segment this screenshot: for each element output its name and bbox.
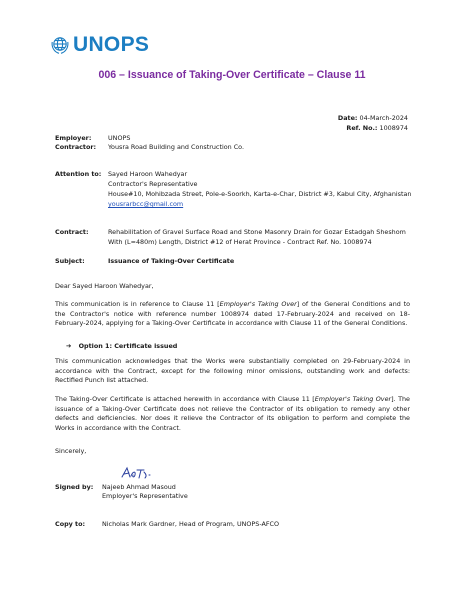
para1-clause-title: Employer's Taking Over xyxy=(219,300,297,308)
attention-address: House#10, Mohibzada Street, Pole-e-Soorkh, Karta-e-Char, District #3, Kabul City, Afghanistan xyxy=(108,190,412,198)
signed-label: Signed by: xyxy=(55,483,94,491)
unops-logo xyxy=(50,33,149,57)
employer-label: Employer: xyxy=(55,134,92,142)
handwritten-signature xyxy=(120,466,156,480)
salutation: Dear Sayed Haroon Wahedyar, xyxy=(55,282,154,290)
employer-value: UNOPS xyxy=(108,134,131,142)
paragraph-acknowledgement: This communication acknowledges that the Works were substantially completed on 29-February-2024 in accordance with the Contract, except for the following minor omissions, outstanding work and defects: Rectified Punch list attached. xyxy=(55,357,410,384)
subject-label: Subject: xyxy=(55,257,85,265)
closing: Sincerely, xyxy=(55,447,87,455)
para3-text-b: ]. The issuance of a Taking-Over Certificate does not relieve the Contractor of its obligation to remedy any other defects and deficiencies. Nor does it relieve the Contractor of its obligation to perform and complete the Works in accordance with the Contract. xyxy=(55,395,410,432)
option-heading xyxy=(66,342,177,351)
subject-value: Issuance of Taking-Over Certificate xyxy=(108,257,235,265)
attention-email-link[interactable]: yousrarbcc@gmail.com xyxy=(108,200,184,208)
date-line xyxy=(338,114,408,123)
document-title: 006 – Issuance of Taking-Over Certificate – Clause 11 xyxy=(98,69,366,81)
contractor-value: Yousra Road Building and Construction Co. xyxy=(108,143,245,151)
date-label: Date: xyxy=(337,114,358,122)
brand-name: UNOPS xyxy=(73,33,150,56)
signer-name: Najeeb Ahmad Masoud xyxy=(102,483,176,491)
arrow-right-icon: ➔ xyxy=(66,342,72,350)
signer-role: Employer's Representative xyxy=(102,492,188,500)
contractor-label: Contractor: xyxy=(55,143,97,151)
ref-value: 1008974 xyxy=(379,124,408,132)
para3-text-a: The Taking-Over Certificate is attached herewith in accordance with Clause 11 [ xyxy=(55,395,315,403)
contract-line-1: Rehabilitation of Gravel Surface Road and Stone Masonry Drain for Gozar Estadgah Sheshom xyxy=(108,228,406,236)
para1-text-b: ] of the General Conditions and to the Contractor's notice with reference number 1008974 dated 17-February-2024 and received on 18-February-2024, applying for a Taking-Over Certificate in accordance with Clause 11 of the General Conditions. xyxy=(55,300,410,327)
copy-label: Copy to: xyxy=(55,520,86,528)
attention-label: Attention to: xyxy=(55,170,102,178)
paragraph-certificate xyxy=(55,395,410,433)
contract-line-2: With (L=480m) Length, District #12 of Herat Province - Contract Ref. No. 1008974 xyxy=(108,238,372,246)
date-value: 04-March-2024 xyxy=(359,114,408,122)
contract-label: Contract: xyxy=(55,228,89,236)
un-globe-icon xyxy=(50,35,70,55)
ref-label: Ref. No.: xyxy=(346,124,378,132)
attention-role: Contractor's Representative xyxy=(108,180,198,188)
ref-line xyxy=(346,124,408,133)
option-text: Option 1: Certificate issued xyxy=(78,342,178,350)
copy-value: Nicholas Mark Gardner, Head of Program, UNOPS-AFCO xyxy=(102,520,280,528)
paragraph-reference xyxy=(55,300,410,329)
para1-text-a: This communication is in reference to Clause 11 [ xyxy=(55,300,220,308)
attention-name: Sayed Haroon Wahedyar xyxy=(108,170,188,178)
para3-clause-title: Employer's Taking Over xyxy=(314,395,392,403)
